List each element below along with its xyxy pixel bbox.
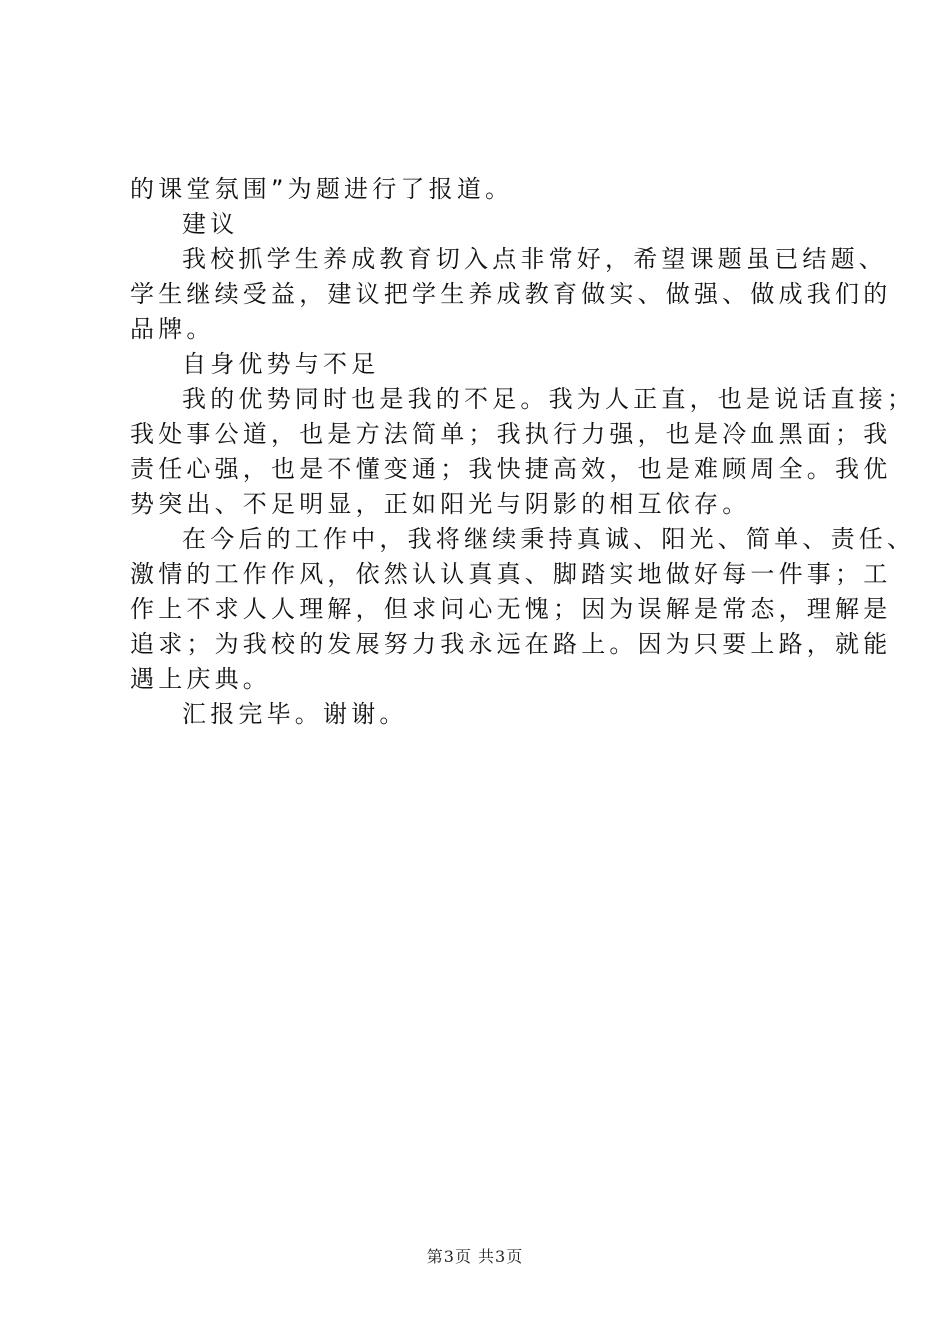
text-line: 我的优势同时也是我的不足。我为人正直，也是说话直接；	[182, 385, 916, 413]
text-line: 的课堂氛围”为题进行了报道。	[130, 175, 514, 203]
text-line: 追求；为我校的发展努力我永远在路上。因为只要上路，就能	[130, 630, 892, 658]
text-line: 在今后的工作中，我将继续秉持真诚、阳光、简单、责任、	[182, 525, 916, 553]
section-heading-suggestion: 建议	[182, 210, 239, 238]
document-body	[130, 172, 916, 732]
text-line: 势突出、不足明显，正如阳光与阴影的相互依存。	[130, 490, 751, 518]
text-line: 责任心强，也是不懂变通；我快捷高效，也是难顾周全。我优	[130, 455, 892, 483]
text-line: 激情的工作作风，依然认认真真、脚踏实地做好每一件事；工	[130, 560, 892, 588]
text-line: 我校抓学生养成教育切入点非常好，希望课题虽已结题、	[182, 245, 887, 273]
section-heading-strengths: 自身优势与不足	[182, 350, 380, 378]
page-number-footer: 第3页 共3页	[426, 1247, 524, 1266]
text-line: 遇上庆典。	[130, 665, 271, 693]
text-line: 我处事公道，也是方法简单；我执行力强，也是冷血黑面；我	[130, 420, 892, 448]
text-line: 品牌。	[130, 315, 215, 343]
text-line: 学生继续受益，建议把学生养成教育做实、做强、做成我们的	[130, 280, 892, 308]
text-line: 作上不求人人理解，但求问心无愧；因为误解是常态，理解是	[130, 595, 892, 623]
closing-line: 汇报完毕。谢谢。	[182, 700, 408, 728]
